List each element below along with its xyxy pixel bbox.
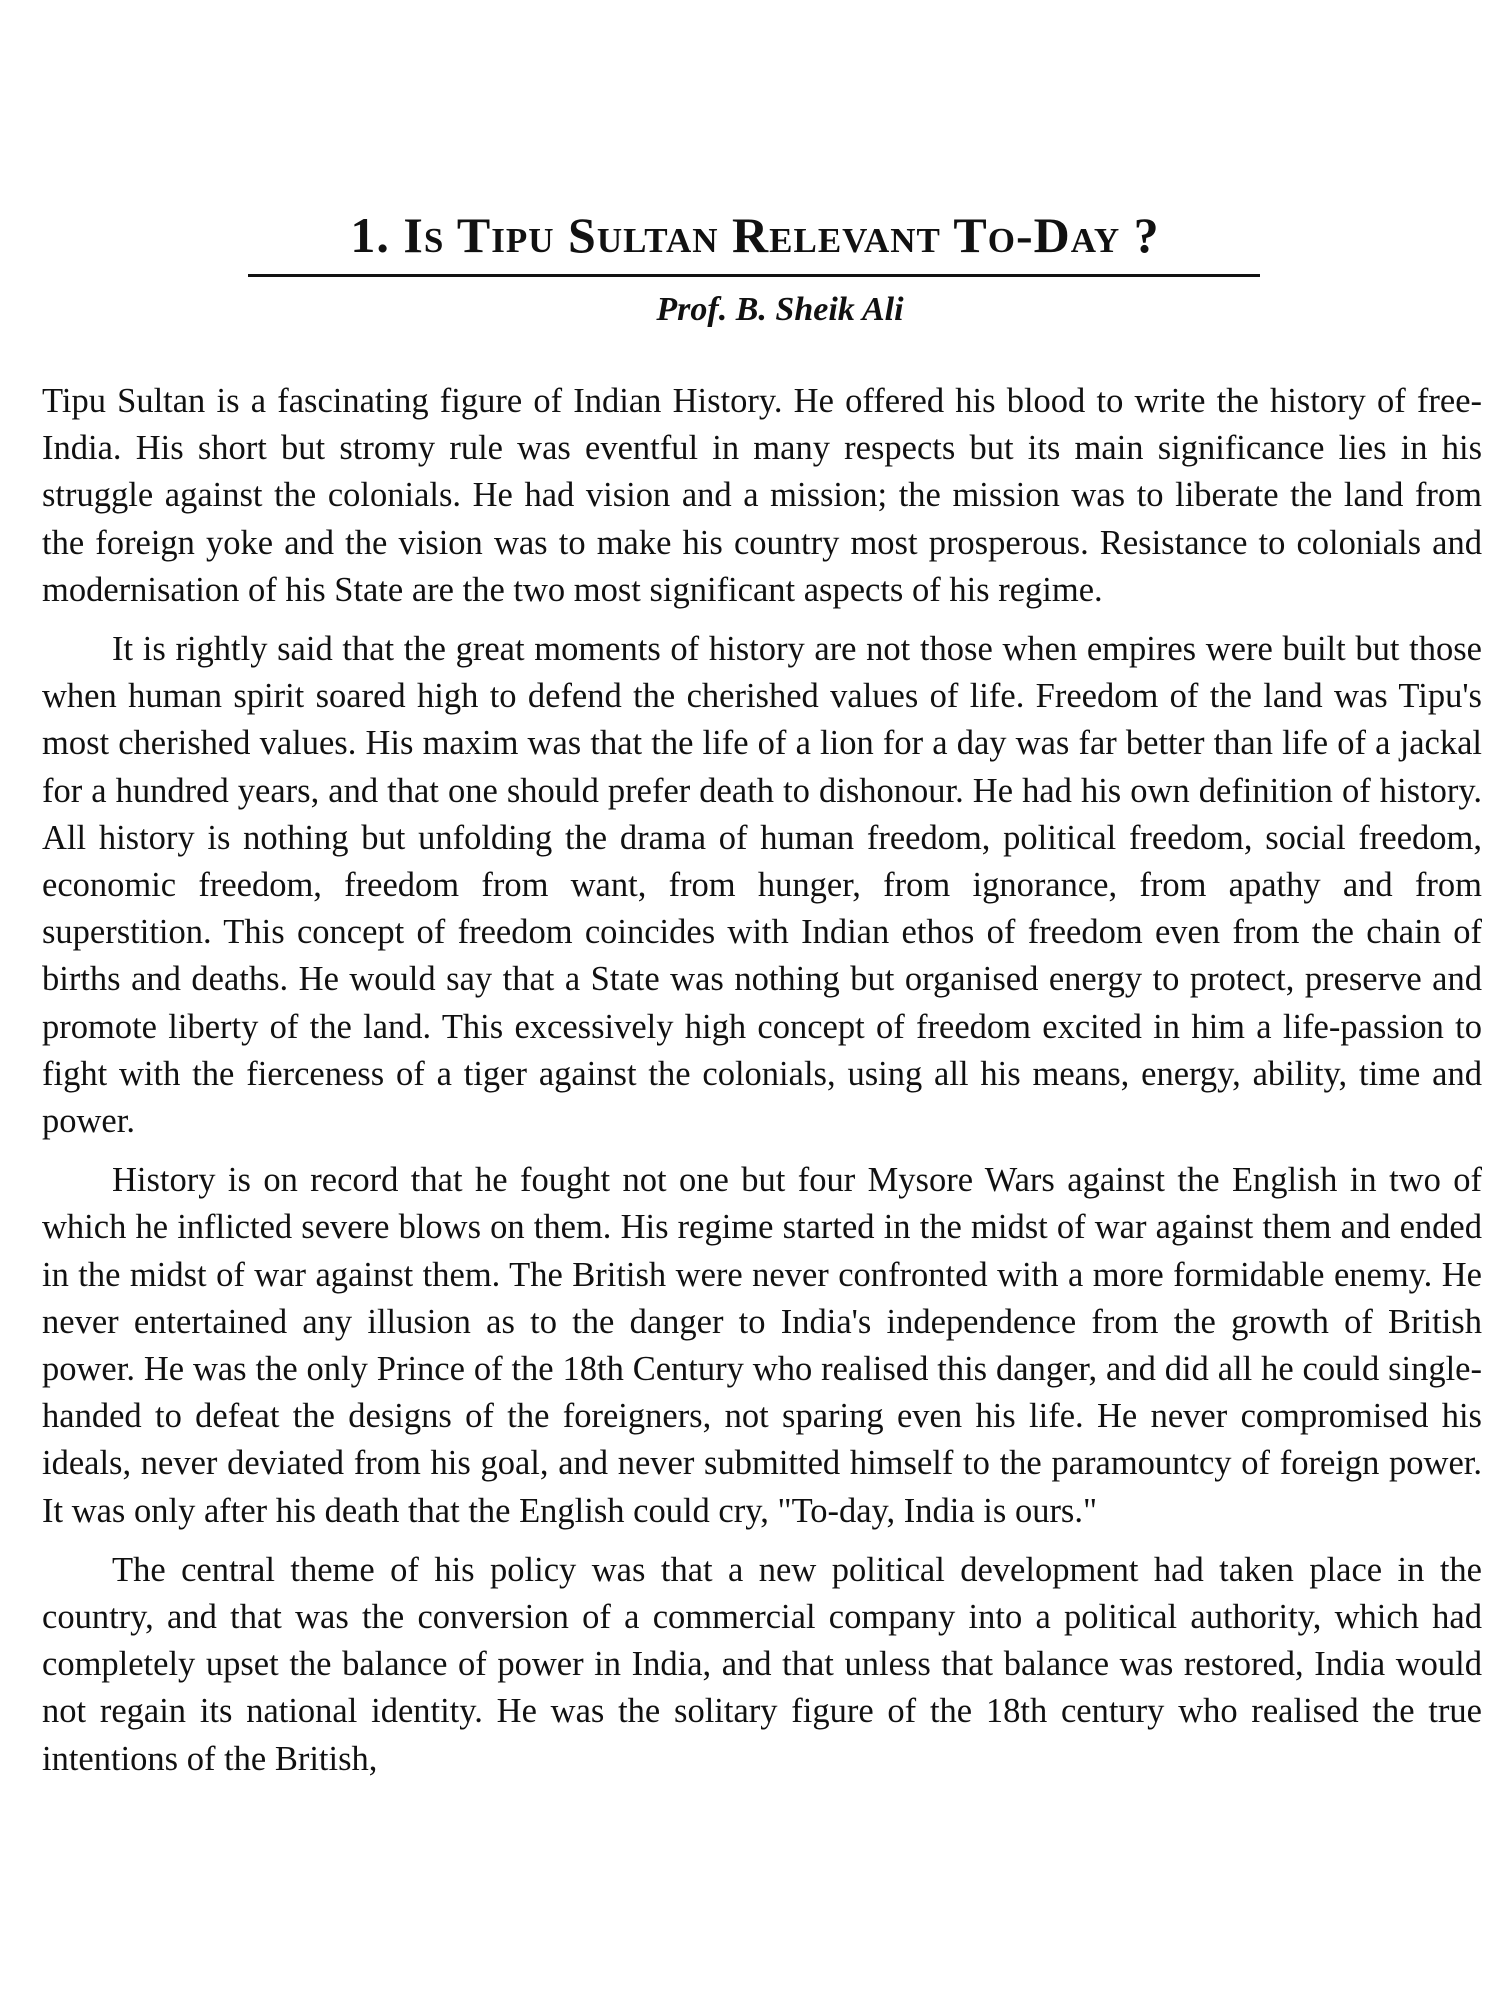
paragraph-3: History is on record that he fought not one but four Mysore Wars against the English in two of which he inflicted severe blows on them. His regime started in the midst of war against them and ended in the midst of war against them. The British were never confronted with a more formidable enemy. He never entertained any illusion as to the danger to India's independence from the growth of British power. He was the only Prince of the 18th Century who realised this danger, and did all he could single-handed to defeat the designs of the foreigners, not sparing even his life. He never compromised his ideals, never deviated from his goal, and never submitted himself to the paramountcy of foreign power. It was only after his death that the English could cry, "To-day, India is ours." xyxy=(42,1161,1482,1530)
article-title: 1. Is Tipu Sultan Relevant To-Day ? xyxy=(350,207,1160,263)
article-body xyxy=(42,378,1482,1795)
paragraph-1: Tipu Sultan is a fascinating figure of Indian History. He offered his blood to write the history of free-India. His short but stromy rule was eventful in many respects but its main significance lies in his struggle against the colonials. He had vision and a mission; the mission was to liberate the land from the foreign yoke and the vision was to make his country most prosperous. Resistance to colonials and modernisation of his State are the two most significant aspects of his regime. xyxy=(42,382,1482,609)
paragraph-4: The central theme of his policy was that a new political development had taken place in the country, and that was the conversion of a commercial company into a political authority, which had completely upset the balance of power in India, and that unless that balance was restored, India would not regain its national identity. He was the solitary figure of the 18th century who realised the true intentions of the British, xyxy=(42,1550,1482,1778)
title-underline xyxy=(248,274,1260,277)
article-author: Prof. B. Sheik Ali xyxy=(656,291,904,328)
paragraph-2: It is rightly said that the great moments of history are not those when empires were built but those when human spirit soared high to defend the cherished values of life. Freedom of the land was Tipu's most cherished values. His maxim was that the life of a lion for a day was far better than life of a jackal for a hundred years, and that one should prefer death to dishonour. He had his own definition of history. All history is nothing but unfolding the drama of human freedom, political freedom, social freedom, economic freedom, freedom from want, from hunger, from ignorance, from apathy and from superstition. This concept of freedom coincides with Indian ethos of freedom even from the chain of births and deaths. He would say that a State was nothing but organised energy to protect, preserve and promote liberty of the land. This excessively high concept of freedom excited in him a life-passion to fight with the fierceness of a tiger against the colonials, using all his means, energy, ability, time and power. xyxy=(42,630,1482,1141)
